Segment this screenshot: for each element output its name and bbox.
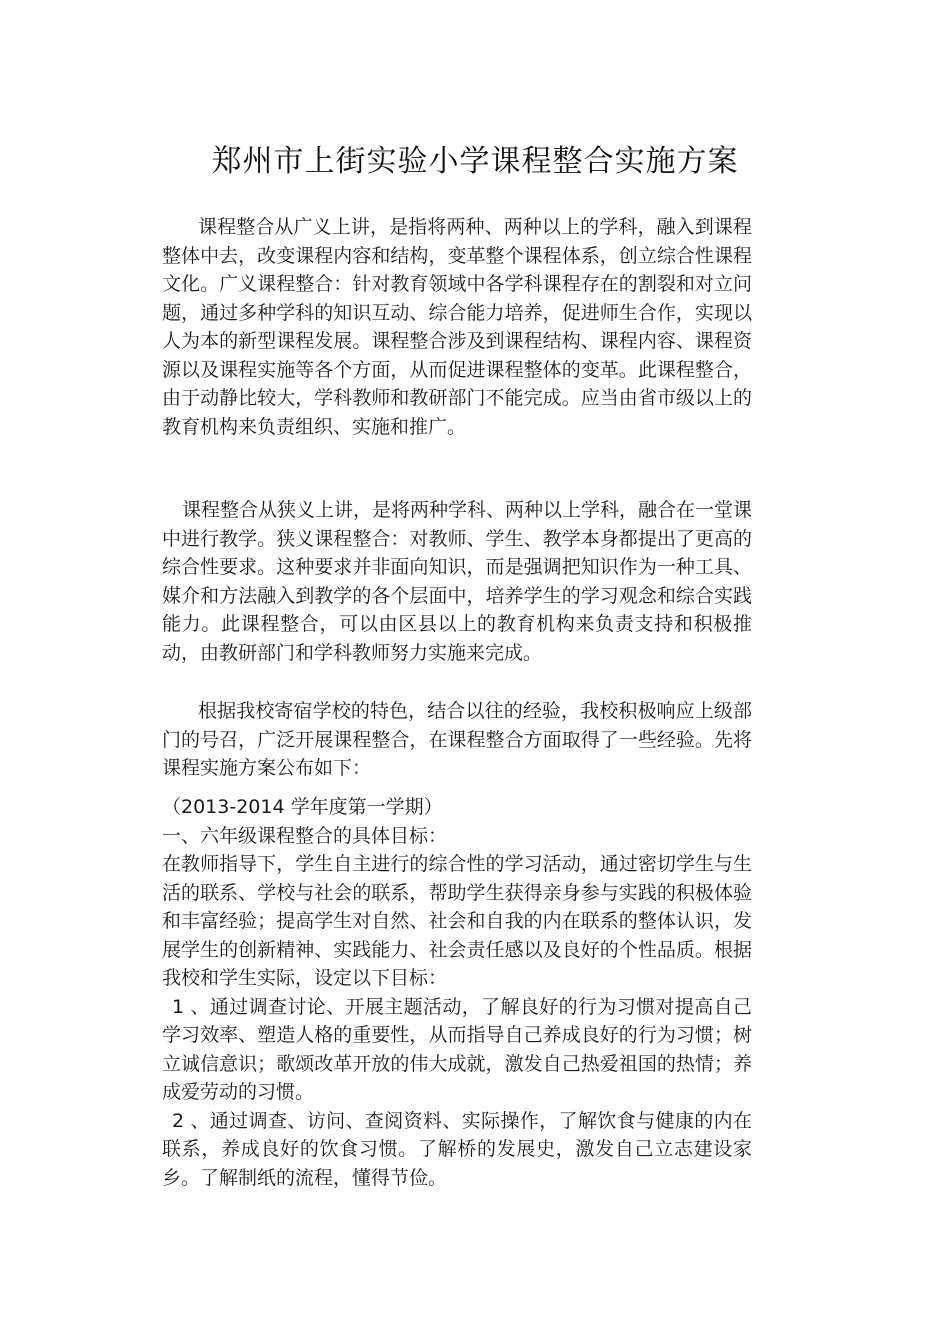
section-goals bbox=[162, 793, 752, 1192]
document-title: 郑州市上街实验小学课程整合实施方案 bbox=[211, 144, 739, 179]
paragraph-school-context bbox=[162, 697, 752, 783]
section-1-heading: 一、六年级课程整合的具体目标： bbox=[162, 824, 448, 847]
paragraph-1-text: 课程整合从广义上讲，是指将两种、两种以上的学科，融入到课程整体中去，改变课程内容和结构，变革整个课程体系，创立综合性课程文化。广义课程整合：针对教育领域中各学科课程存在的割裂和对立问题，通过多种学科的知识互动、综合能力培养，促进师生合作，实现以人为本的新型课程发展。课程整合涉及到课程结构、课程内容、课程资源以及课程实施等各个方面，从而促进课程整体的变革。此课程整合，由于动静比较大，学科教师和教研部门不能完成。应当由省市级以上的教育机构来负责组织、实施和推广。 bbox=[162, 216, 752, 438]
goal-2-text: 2 、通过调查、访问、查阅资料、实际操作，了解饮食与健康的内在联系，养成良好的饮食习惯。了解桥的发展史，激发自己立志建设家乡。了解制纸的流程，懂得节俭。 bbox=[162, 1109, 752, 1189]
goal-1-text: 1 、通过调查讨论、开展主题活动，了解良好的行为习惯对提高自己学习效率、塑造人格的重要性，从而指导自己养成良好的行为习惯；树立诚信意识；歌颂改革开放的伟大成就，激发自己热爱祖国的热情；养成爱劳动的习惯。 bbox=[162, 995, 752, 1103]
paragraph-2-text: 课程整合从狭义上讲，是将两种学科、两种以上学科，融合在一堂课中进行教学。狭义课程整合：对教师、学生、教学本身都提出了更高的综合性要求。这种要求并非面向知识，而是强调把知识作为一种工具、媒介和方法融入到教学的各个层面中，培养学生的学习观念和综合实践能力。此课程整合，可以由区县以上的教育机构来负责支持和积极推动，由教研部门和学科教师努力实施来完成。 bbox=[162, 499, 753, 664]
paragraph-3-text: 根据我校寄宿学校的特色，结合以往的经验，我校积极响应上级部门的号召，广泛开展课程整合，在课程整合方面取得了一些经验。先将课程实施方案公布如下： bbox=[162, 700, 752, 779]
paragraph-broad-integration bbox=[162, 213, 752, 441]
section-1-text: 在教师指导下，学生自主进行的综合性的学习活动，通过密切学生与生活的联系、学校与社会的联系，帮助学生获得亲身参与实践的积极体验和丰富经验；提高学生对自然、社会和自我的内在联系的整体认识，发展学生的创新精神、实践能力、社会责任感以及良好的个性品质。根据我校和学生实际，设定以下目标： bbox=[162, 853, 752, 989]
paragraph-narrow-integration bbox=[162, 496, 752, 667]
term-line: （2013-2014 学年度第一学期） bbox=[162, 796, 443, 818]
